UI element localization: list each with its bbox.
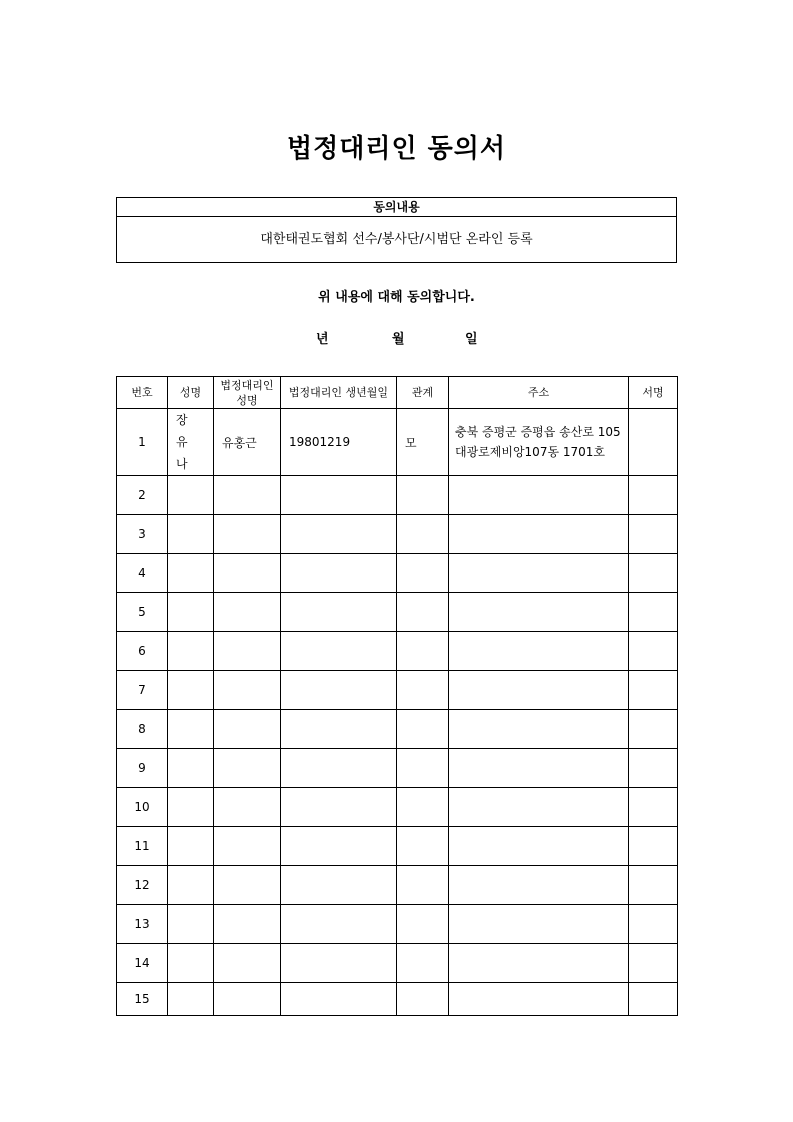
table-row xyxy=(117,983,678,1016)
table-row xyxy=(117,632,678,671)
address-cell xyxy=(449,905,629,944)
signature-cell xyxy=(629,593,678,632)
guardian-table xyxy=(116,376,678,1016)
relation-cell xyxy=(397,554,449,593)
relation-cell xyxy=(397,866,449,905)
address-cell xyxy=(449,671,629,710)
guardian-birth-cell: 19801219 xyxy=(281,409,397,476)
relation-cell xyxy=(397,476,449,515)
name-cell xyxy=(168,944,214,983)
table-row xyxy=(117,866,678,905)
guardian-name-cell xyxy=(214,554,281,593)
name-cell xyxy=(168,749,214,788)
address-cell xyxy=(449,944,629,983)
relation-cell xyxy=(397,827,449,866)
header-relation: 관계 xyxy=(397,377,449,409)
table-row xyxy=(117,905,678,944)
date-day-label: 일 xyxy=(465,332,478,347)
guardian-birth-cell xyxy=(281,983,397,1016)
guardian-birth-cell xyxy=(281,554,397,593)
guardian-birth-cell xyxy=(281,866,397,905)
signature-cell xyxy=(629,515,678,554)
row-number-cell: 10 xyxy=(117,788,168,827)
guardian-birth-cell xyxy=(281,671,397,710)
page-title: 법정대리인 동의서 xyxy=(287,134,506,164)
row-number-cell: 12 xyxy=(117,866,168,905)
name-cell xyxy=(168,671,214,710)
guardian-birth-cell xyxy=(281,476,397,515)
signature-cell xyxy=(629,905,678,944)
guardian-name-cell xyxy=(214,515,281,554)
name-cell xyxy=(168,632,214,671)
table-row xyxy=(117,788,678,827)
consent-text: 대한태권도협회 선수/봉사단/시범단 온라인 등록 xyxy=(260,232,533,247)
row-number-cell: 15 xyxy=(117,983,168,1016)
signature-cell xyxy=(629,409,678,476)
header-name: 성명 xyxy=(168,377,214,409)
name-cell xyxy=(168,554,214,593)
relation-cell xyxy=(397,515,449,554)
relation-cell xyxy=(397,710,449,749)
guardian-birth-cell xyxy=(281,788,397,827)
guardian-name-cell xyxy=(214,593,281,632)
guardian-birth-cell xyxy=(281,710,397,749)
relation-cell: 모 xyxy=(397,409,449,476)
header-guardian-name: 법정대리인 성명 xyxy=(214,377,281,409)
guardian-name-cell xyxy=(214,905,281,944)
relation-cell xyxy=(397,749,449,788)
name-cell xyxy=(168,476,214,515)
name-cell xyxy=(168,866,214,905)
signature-cell xyxy=(629,749,678,788)
signature-cell xyxy=(629,554,678,593)
agree-statement: 위 내용에 대해 동의합니다. xyxy=(318,290,475,305)
name-cell xyxy=(168,983,214,1016)
date-month-label: 월 xyxy=(392,332,405,347)
name-cell xyxy=(168,593,214,632)
row-number-cell: 5 xyxy=(117,593,168,632)
signature-cell xyxy=(629,827,678,866)
header-address: 주소 xyxy=(449,377,629,409)
table-row xyxy=(117,409,678,476)
signature-cell xyxy=(629,710,678,749)
address-cell xyxy=(449,515,629,554)
header-no: 번호 xyxy=(117,377,168,409)
row-number-cell: 13 xyxy=(117,905,168,944)
relation-cell xyxy=(397,593,449,632)
row-number-cell: 8 xyxy=(117,710,168,749)
guardian-name-cell xyxy=(214,749,281,788)
name-cell: 장 유 나 xyxy=(168,409,214,476)
header-signature: 서명 xyxy=(629,377,678,409)
table-row xyxy=(117,944,678,983)
row-number-cell: 11 xyxy=(117,827,168,866)
address-cell xyxy=(449,554,629,593)
relation-cell xyxy=(397,788,449,827)
guardian-birth-cell xyxy=(281,827,397,866)
guardian-name-cell xyxy=(214,983,281,1016)
consent-header: 동의내용 xyxy=(117,198,676,217)
row-number-cell: 4 xyxy=(117,554,168,593)
consent-box xyxy=(116,197,677,263)
table-header-row xyxy=(117,377,678,409)
relation-cell xyxy=(397,905,449,944)
guardian-name-cell xyxy=(214,866,281,905)
name-cell xyxy=(168,788,214,827)
guardian-name-cell xyxy=(214,788,281,827)
guardian-birth-cell xyxy=(281,749,397,788)
signature-cell xyxy=(629,671,678,710)
table-row xyxy=(117,827,678,866)
guardian-birth-cell xyxy=(281,944,397,983)
table-row xyxy=(117,671,678,710)
guardian-birth-cell xyxy=(281,905,397,944)
guardian-name-cell xyxy=(214,944,281,983)
name-cell xyxy=(168,827,214,866)
table-row xyxy=(117,593,678,632)
row-number-cell: 14 xyxy=(117,944,168,983)
guardian-birth-cell xyxy=(281,593,397,632)
table-row xyxy=(117,710,678,749)
guardian-name-cell xyxy=(214,710,281,749)
name-cell xyxy=(168,515,214,554)
row-number-cell: 2 xyxy=(117,476,168,515)
relation-cell xyxy=(397,944,449,983)
table-row xyxy=(117,515,678,554)
address-cell xyxy=(449,866,629,905)
signature-cell xyxy=(629,476,678,515)
guardian-name-cell xyxy=(214,827,281,866)
relation-cell xyxy=(397,632,449,671)
row-number-cell: 9 xyxy=(117,749,168,788)
address-cell xyxy=(449,476,629,515)
table-row xyxy=(117,476,678,515)
date-year-label: 년 xyxy=(316,332,329,347)
name-cell xyxy=(168,710,214,749)
row-number-cell: 3 xyxy=(117,515,168,554)
row-number-cell: 1 xyxy=(117,409,168,476)
relation-cell xyxy=(397,983,449,1016)
signature-cell xyxy=(629,983,678,1016)
address-cell xyxy=(449,788,629,827)
guardian-birth-cell xyxy=(281,632,397,671)
guardian-birth-cell xyxy=(281,515,397,554)
signature-cell xyxy=(629,788,678,827)
guardian-name-cell: 유홍근 xyxy=(214,409,281,476)
row-number-cell: 6 xyxy=(117,632,168,671)
address-cell xyxy=(449,983,629,1016)
name-cell xyxy=(168,905,214,944)
table-row xyxy=(117,749,678,788)
header-guardian-birth: 법정대리인 생년월일 xyxy=(281,377,397,409)
address-cell: 충북 증평군 증평읍 송산로 105 대광로제비앙107동 1701호 xyxy=(449,409,629,476)
guardian-name-cell xyxy=(214,476,281,515)
signature-cell xyxy=(629,866,678,905)
address-cell xyxy=(449,632,629,671)
row-number-cell: 7 xyxy=(117,671,168,710)
table-row xyxy=(117,554,678,593)
address-cell xyxy=(449,749,629,788)
guardian-name-cell xyxy=(214,671,281,710)
address-cell xyxy=(449,710,629,749)
guardian-name-cell xyxy=(214,632,281,671)
signature-cell xyxy=(629,944,678,983)
address-cell xyxy=(449,827,629,866)
relation-cell xyxy=(397,671,449,710)
address-cell xyxy=(449,593,629,632)
signature-cell xyxy=(629,632,678,671)
